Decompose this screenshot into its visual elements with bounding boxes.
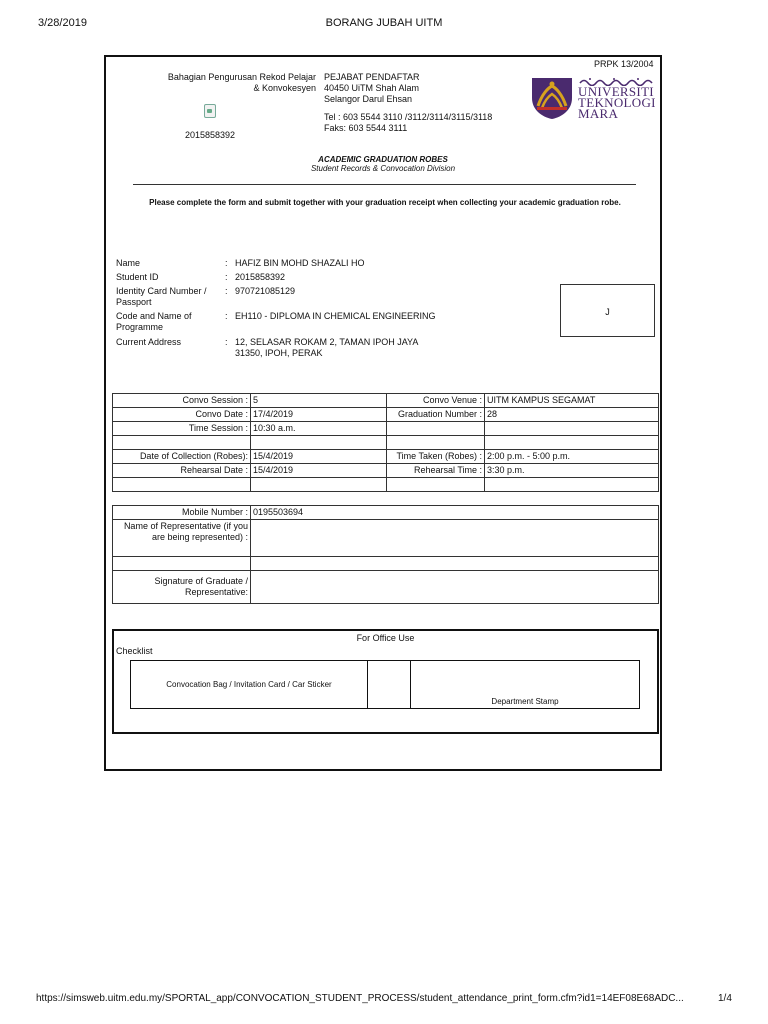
office-line1: PEJABAT PENDAFTAR <box>324 72 420 82</box>
department-stamp: Department Stamp <box>411 661 640 709</box>
dept-line2: & Konvokesyen <box>253 83 316 93</box>
table-row <box>113 557 659 571</box>
representative-label: Name of Representative (if you are being represented) : <box>113 520 251 557</box>
mobile-value: 0195503694 <box>251 506 659 520</box>
rehearsal-time-value: 3:30 p.m. <box>485 464 659 478</box>
student-id-value: 2015858392 <box>235 272 286 282</box>
tel-line: Tel : 603 5544 3110 /3112/3114/3115/3118 <box>324 112 493 122</box>
rehearsal-time-label: Rehearsal Time : <box>387 464 485 478</box>
graduation-number-value: 28 <box>485 408 659 422</box>
ref-code: PRPK 13/2004 <box>594 59 654 69</box>
ic-label: Identity Card Number / Passport <box>116 286 207 307</box>
time-session-label: Time Session : <box>113 422 251 436</box>
uitm-wordmark <box>578 86 656 119</box>
table-row <box>113 450 659 464</box>
table-row <box>113 394 659 408</box>
time-taken-value: 2:00 p.m. - 5:00 p.m. <box>485 450 659 464</box>
dept-line1: Bahagian Pengurusan Rekod Pelajar <box>167 72 316 82</box>
programme-label: Code and Name of Programme <box>116 311 192 332</box>
address-line2: 31350, IPOH, PERAK <box>235 348 323 358</box>
logo-line3: MARA <box>578 106 619 121</box>
date-collection-value: 15/4/2019 <box>251 450 387 464</box>
mobile-label: Mobile Number : <box>113 506 251 520</box>
uitm-logo <box>528 76 576 125</box>
student-id-label: Student ID <box>116 272 159 282</box>
session-table <box>112 393 659 492</box>
table-row <box>113 436 659 450</box>
print-page-number: 1/4 <box>718 993 732 1004</box>
print-date: 3/28/2019 <box>38 17 87 29</box>
convo-venue-label: Convo Venue : <box>387 394 485 408</box>
print-url: https://simsweb.uitm.edu.my/SPORTAL_app/CONVOCATION_STUDENT_PROCESS/student_attendance_print_form.cfm?id1=14EF08E68ADC... <box>36 993 684 1004</box>
logo-line1: UNIVERSITI <box>578 84 654 99</box>
address-line1: 12, SELASAR ROKAM 2, TAMAN IPOH JAYA <box>235 337 419 347</box>
programme-value: EH110 - DIPLOMA IN CHEMICAL ENGINEERING <box>235 311 436 321</box>
office-address <box>324 72 420 105</box>
signature-label: Signature of Graduate / Representative: <box>113 571 251 604</box>
checklist-tick-box <box>368 661 411 709</box>
convo-session-label: Convo Session : <box>113 394 251 408</box>
rehearsal-date-value: 15/4/2019 <box>251 464 387 478</box>
table-row <box>113 520 659 557</box>
table-row <box>113 571 659 604</box>
convo-session-value: 5 <box>251 394 387 408</box>
photo-id: 2015858392 <box>185 130 236 140</box>
title-divider <box>133 184 636 185</box>
representative-table <box>112 505 659 604</box>
name-value: HAFIZ BIN MOHD SHAZALI HO <box>235 258 365 268</box>
uitm-crest-icon <box>528 76 576 120</box>
fax-line: Faks: 603 5544 3111 <box>324 123 408 133</box>
logo-line2: TEKNOLOGI <box>578 95 656 110</box>
checklist-table <box>130 660 640 709</box>
name-label: Name <box>116 258 141 268</box>
address-label: Current Address <box>116 337 182 347</box>
id-box: J <box>560 284 655 337</box>
convo-date-value: 17/4/2019 <box>251 408 387 422</box>
dept-name <box>130 72 316 94</box>
table-row <box>113 506 659 520</box>
table-row <box>113 408 659 422</box>
graduation-number-label: Graduation Number : <box>387 408 485 422</box>
ic-value: 970721085129 <box>235 286 296 296</box>
table-row <box>113 422 659 436</box>
broken-photo-icon <box>204 104 216 118</box>
representative-value <box>251 520 659 557</box>
form-subtitle: Student Records & Convocation Division <box>310 164 456 173</box>
date-collection-label: Date of Collection (Robes): <box>113 450 251 464</box>
checklist-label: Checklist <box>116 646 153 656</box>
time-taken-label: Time Taken (Robes) : <box>387 450 485 464</box>
office-line2: 40450 UiTM Shah Alam <box>324 83 420 93</box>
office-contact <box>324 112 492 134</box>
time-session-value: 10:30 a.m. <box>251 422 387 436</box>
convo-venue-value: UITM KAMPUS SEGAMAT <box>485 394 659 408</box>
office-use-title: For Office Use <box>356 633 415 643</box>
signature-value <box>251 571 659 604</box>
instruction-text: Please complete the form and submit together with your graduation receipt when collecting your academic graduation robe. <box>149 198 621 207</box>
convo-date-label: Convo Date : <box>113 408 251 422</box>
address-value <box>235 337 418 359</box>
print-title: BORANG JUBAH UITM <box>325 17 443 29</box>
checklist-item: Convocation Bag / Invitation Card / Car Sticker <box>131 661 368 709</box>
office-line3: Selangor Darul Ehsan <box>324 94 413 104</box>
rehearsal-date-label: Rehearsal Date : <box>113 464 251 478</box>
table-row <box>113 464 659 478</box>
table-row <box>113 478 659 492</box>
form-title: ACADEMIC GRADUATION ROBES <box>318 155 448 164</box>
table-row <box>131 661 640 709</box>
